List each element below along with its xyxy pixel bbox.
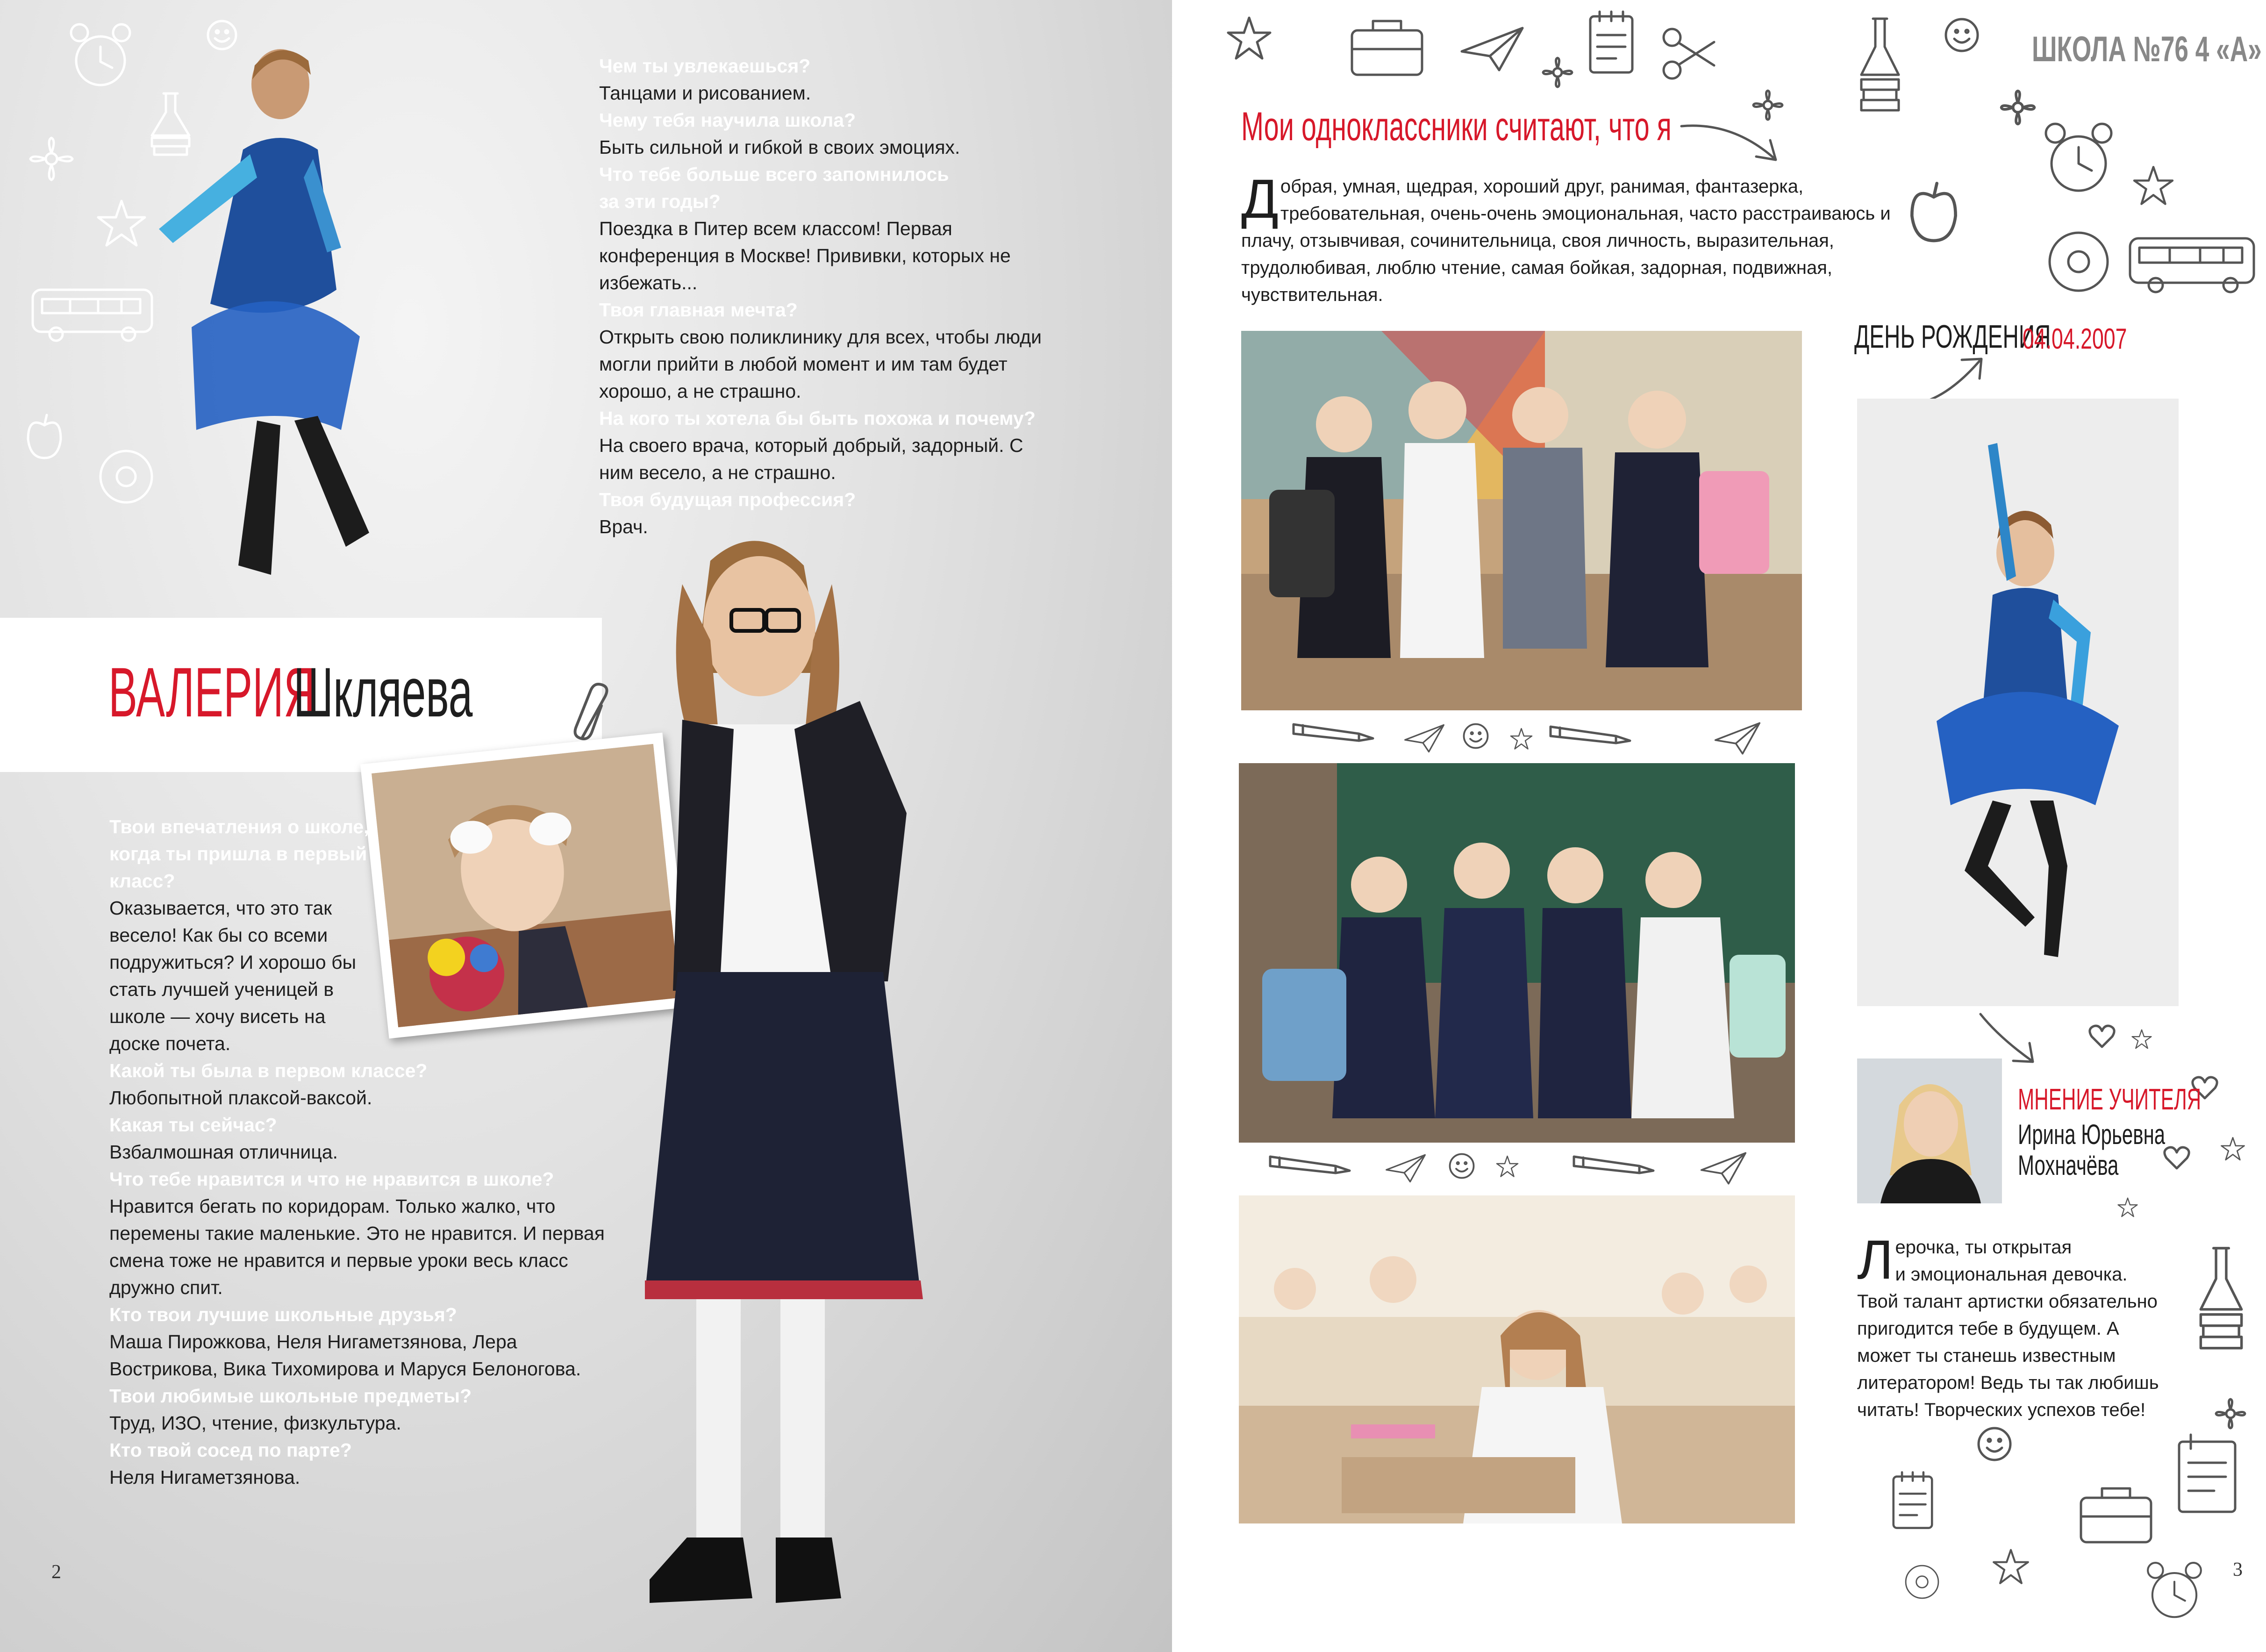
qa-top bbox=[599, 52, 1048, 540]
notepad-icon bbox=[1887, 1467, 1938, 1533]
page-number-left: 2 bbox=[51, 1561, 61, 1583]
star-icon bbox=[93, 196, 150, 252]
classmates-photo-1 bbox=[1241, 331, 1802, 710]
pencil-icon bbox=[1289, 715, 1378, 748]
qa-question: Твои впечатления о школе, когда ты пришла в первый класс? bbox=[109, 816, 369, 892]
briefcase-icon bbox=[2074, 1477, 2158, 1547]
teacher-name-line-2: Мохначёва bbox=[2018, 1150, 2119, 1181]
qa-answer: Оказывается, что это так весело! Как бы со всеми подружиться? И хорошо бы стать лучшей ученицей в школе — хочу висеть на доске почета. bbox=[109, 897, 357, 1054]
qa-question: Твоя главная мечта? bbox=[599, 299, 798, 321]
notepad-icon bbox=[1583, 7, 1639, 77]
jumping-photo bbox=[1857, 399, 2179, 1006]
teacher-name bbox=[2018, 1119, 2228, 1181]
apple-icon bbox=[23, 411, 65, 463]
school-label bbox=[2032, 29, 2266, 70]
star-icon bbox=[1990, 1547, 2032, 1589]
teacher-label bbox=[2018, 1082, 2266, 1116]
star-icon bbox=[2130, 164, 2177, 210]
page-number-right: 3 bbox=[2233, 1559, 2243, 1580]
qa-answer: Труд, ИЗО, чтение, физкультура. bbox=[109, 1412, 401, 1434]
birthday-label-text: ДЕНЬ РОЖДЕНИЯ bbox=[1854, 318, 2051, 355]
right-page bbox=[1172, 0, 2266, 1652]
teacher-photo bbox=[1857, 1058, 2002, 1203]
briefcase-icon bbox=[1345, 9, 1429, 79]
star-icon bbox=[1494, 1154, 1520, 1180]
qa-question: Какой ты была в первом классе? bbox=[109, 1060, 428, 1081]
qa-answer: Маша Пирожкова, Неля Нигаметзянова, Лера Вострикова, Вика Тихомирова и Маруся Белоногова. bbox=[109, 1331, 581, 1380]
pencil-icon bbox=[1265, 1147, 1354, 1180]
qa-answer: Быть сильной и гибкой в своих эмоциях. bbox=[599, 136, 960, 158]
qa-answer: Любопытной плаксой-ваксой. bbox=[109, 1087, 372, 1108]
classmates-photo-2 bbox=[1239, 763, 1795, 1143]
teacher-paragraph: и эмоциональная девочка. Твой талант артистки обязательно пригодится тебе в будущем. А может ты станешь известным литератором! Ведь ты так любишь читать! Творческих успехов тебе! bbox=[1857, 1264, 2159, 1420]
smiley-icon bbox=[1462, 722, 1490, 750]
paper-plane-icon bbox=[1709, 720, 1766, 757]
bus-icon bbox=[28, 285, 159, 346]
dropcap: Д bbox=[1241, 168, 1279, 230]
book-icon bbox=[2172, 1430, 2242, 1519]
qa-answer: Поездка в Питер всем классом! Первая конференция в Москве! Прививки, которых не избежать... bbox=[599, 218, 1011, 293]
flower-icon bbox=[2214, 1397, 2247, 1430]
paper-plane-icon bbox=[1457, 23, 1527, 75]
flower-icon bbox=[28, 136, 75, 182]
qa-question: Чем ты увлекаешься? bbox=[599, 55, 811, 77]
classmates-text bbox=[1241, 168, 1942, 308]
qa-answer: Нравится бегать по коридорам. Только жалко, что перемены такие маленькие. Это не нравится. И первая смена тоже не нравится и первые уроки весь класс дружно спит. bbox=[109, 1195, 605, 1298]
teacher-text bbox=[1857, 1229, 2166, 1423]
qa-answer: Открыть свою поликлинику для всех, чтобы люди могли прийти в любой момент и им там будет хорошо, а не страшно. bbox=[599, 326, 1042, 402]
qa-answer: Врач. bbox=[599, 516, 648, 537]
teacher-name-line-1: Ирина Юрьевна bbox=[2018, 1119, 2166, 1150]
flower-icon bbox=[1541, 56, 1574, 89]
smiley-icon bbox=[206, 19, 238, 51]
qa-question: Кто твой сосед по парте? bbox=[109, 1439, 352, 1461]
flask-icon bbox=[2191, 1243, 2252, 1355]
paper-plane-icon bbox=[1382, 1152, 1429, 1185]
arrow-icon bbox=[1677, 112, 1789, 173]
qa-question: Что тебе больше всего запомнилось за эти годы? bbox=[599, 164, 949, 212]
smiley-icon bbox=[1943, 16, 1980, 54]
star-icon bbox=[1508, 727, 1534, 752]
star-icon bbox=[2130, 1028, 2153, 1051]
qa-question: На кого ты хотела бы быть похожа и почему? bbox=[599, 408, 1036, 429]
pencil-icon bbox=[1569, 1147, 1658, 1180]
paper-plane-icon bbox=[1401, 722, 1448, 755]
qa-bottom bbox=[109, 813, 642, 1491]
qa-question: Какая ты сейчас? bbox=[109, 1114, 277, 1136]
smiley-icon bbox=[1976, 1425, 2013, 1463]
donut-icon bbox=[93, 444, 159, 509]
flask-icon bbox=[145, 89, 196, 159]
qa-answer: Взбалмошная отличница. bbox=[109, 1141, 338, 1163]
bus-icon bbox=[2125, 234, 2261, 299]
name-last: Шкляева bbox=[293, 653, 473, 731]
star-icon bbox=[2116, 1196, 2139, 1220]
scissors-icon bbox=[1658, 23, 1719, 84]
school-label-text: ШКОЛА №76 4 «А» bbox=[2032, 29, 2262, 69]
heart-icon bbox=[2088, 1023, 2116, 1049]
qa-question: Твоя будущая профессия? bbox=[599, 489, 856, 510]
paper-plane-icon bbox=[1695, 1150, 1751, 1187]
name-first: ВАЛЕРИЯ bbox=[108, 653, 315, 731]
qa-question: Кто твои лучшие школьные друзья? bbox=[109, 1304, 457, 1325]
alarm-clock-icon bbox=[2144, 1556, 2205, 1626]
qa-answer: Танцами и рисованием. bbox=[599, 82, 811, 104]
classmates-heading-text: Мои одноклассники считают, что я bbox=[1241, 104, 1672, 149]
pencil-icon bbox=[1546, 717, 1635, 750]
flower-icon bbox=[1999, 89, 2037, 126]
qa-answer: На своего врача, который добрый, задорный. С ним весело, а не страшно. bbox=[599, 435, 1023, 483]
classroom-photo bbox=[1239, 1195, 1795, 1523]
alarm-clock-icon bbox=[2041, 117, 2116, 201]
qa-question: Что тебе нравится и что не нравится в школе? bbox=[109, 1168, 554, 1190]
dropcap: Л bbox=[1857, 1229, 1894, 1291]
qa-question: Чему тебя научила школа? bbox=[599, 109, 856, 131]
birthday-date bbox=[2023, 322, 2167, 356]
donut-icon bbox=[1901, 1561, 1943, 1603]
teacher-text-line-1: ерочка, ты открытая bbox=[1895, 1237, 2072, 1258]
smiley-icon bbox=[1448, 1152, 1476, 1180]
donut-icon bbox=[2041, 224, 2116, 299]
flask-icon bbox=[1854, 14, 1906, 117]
qa-answer: Неля Нигаметзянова. bbox=[109, 1466, 300, 1488]
qa-question: Твои любимые школьные предметы? bbox=[109, 1385, 472, 1407]
star-icon bbox=[1223, 14, 1275, 65]
classmates-paragraph: обрая, умная, щедрая, хороший друг, ранимая, фантазерка, требовательная, очень-очень эмоциональная, часто расстраиваюсь и плачу, отзывчивая, сочинительница, своя личность, выразительная, трудолюбивая, люблю чтение, самая бойкая, задорная, подвижная, чувствительная. bbox=[1241, 176, 1891, 305]
alarm-clock-icon bbox=[65, 19, 136, 93]
teacher-label-text: МНЕНИЕ УЧИТЕЛЯ bbox=[2018, 1082, 2202, 1116]
name-last-wrap bbox=[293, 652, 582, 731]
birthday-date-text: 04.04.2007 bbox=[2023, 323, 2127, 355]
